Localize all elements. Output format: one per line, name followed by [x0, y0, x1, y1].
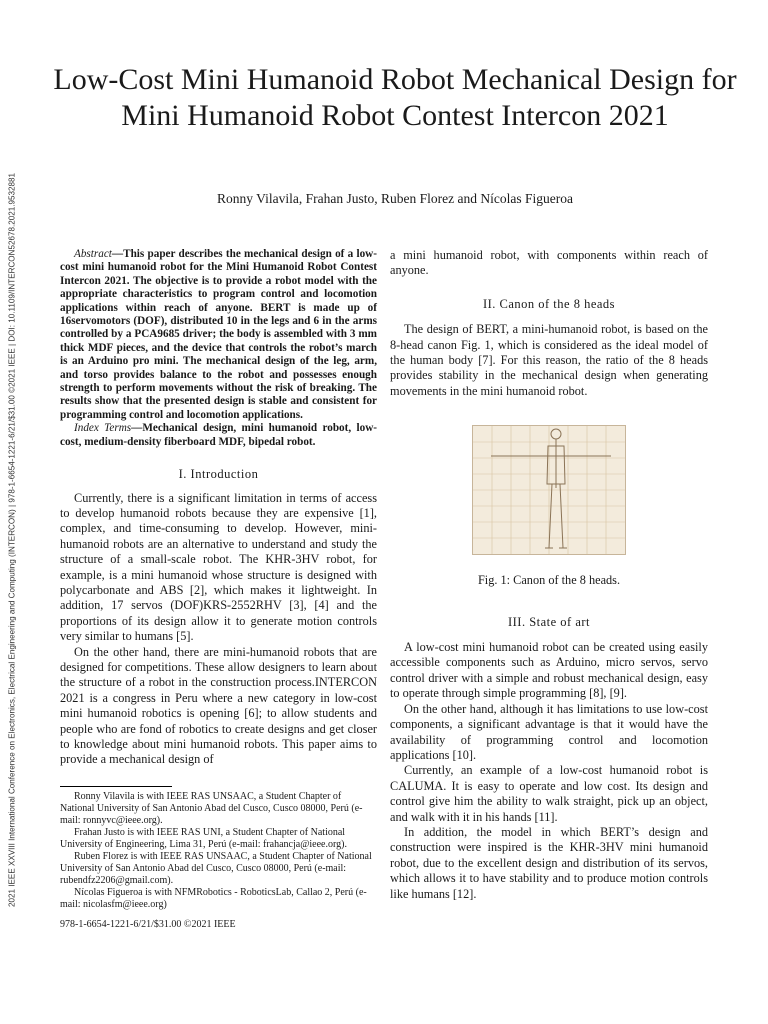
abstract: [60, 248, 377, 449]
footnote-1: Ronny Vilavila is with IEEE RAS UNSAAC, a Student Chapter of National University of San Antonio Abad del Cusco, Cusco 08000, Perú (e-mail: ronnyvc@ieee.org).: [60, 790, 363, 826]
footnotes: [60, 791, 377, 911]
vitruvian-figure-icon: [473, 426, 625, 554]
index-terms-text: —Mechanical design, mini humanoid robot, low-cost, medium-density fiberboard MDF, bipedal robot.: [60, 422, 377, 448]
abstract-text: —This paper describes the mechanical design of a low-cost mini humanoid robot for the Mini Humanoid Robot Contest Intercon 2021. The objective is to provide a robot model with the appropriate characteristics to program control and locomotion applications within reach of anyone. BERT is made up of 16servomotors (DOF), distributed 10 in the legs and 6 in the arms controlled by a PCA9685 driver; the body is assembled with 3 mm thick MDF pieces, and the device that controls the robot’s march is an Arduino pro mini. The mechanical design of the leg, arm, and torso provides balance to the robot and possesses enough strength to perform movements without the risk of breaking. The results show that the presented design is stable and consistent for programming control and locomotion applications.: [60, 248, 377, 421]
copyright-line: 978-1-6654-1221-6/21/$31.00 ©2021 IEEE: [60, 918, 236, 930]
intro-paragraph-1: Currently, there is a significant limitation in terms of access to develop humanoid robots because they are expensive [1], complex, and time-consuming to develop. However, mini-humanoid robots are an alternative to understand and study the structure of a small-scale robot. The KHR-3HV robot, for example, is a mini humanoid whose structure is designed with polycarbonate and ABS [2], which makes it lightweight. In addition, 17 servos (DOF)KRS-2552RHV [3], [4] and the proportions of its design allow it to generate motion controls very similar to humans [5].: [60, 490, 377, 644]
footnote-4: Nícolas Figueroa is with NFMRobotics - RoboticsLab, Callao 2, Perú (e-mail: nicolasfm@ieee.org): [60, 886, 367, 910]
state-paragraph-4: In addition, the model in which BERT’s design and construction were inspired is the KHR-3HV mini humanoid robot, due to the excellent design and distribution of its servos, which allows it to have stability and to produce motion controls like humans [12].: [390, 824, 708, 901]
canon-figure-image: [472, 425, 626, 555]
footnote-2: Frahan Justo is with IEEE RAS UNI, a Student Chapter of National University of Engineering, Lima 31, Perú (e-mail: frahancja@ieee.org).: [60, 826, 347, 850]
doi-sidebar: [4, 100, 20, 980]
canon-paragraph-1: The design of BERT, a mini-humanoid robot, is based on the 8-head canon Fig. 1, which is considered as the ideal model of the human body [7]. For this reason, the ratio of the 8 heads provides stability in the mechanical design when generating movements in the mini humanoid robot.: [390, 322, 708, 398]
state-paragraph-1: A low-cost mini humanoid robot can be created using easily accessible components such as Arduino, micro servos, servo control driver with a simple and robust mechanical design, easy to operate through simple programming [8], [9].: [390, 640, 708, 701]
index-terms-lead: Index Terms: [74, 422, 132, 435]
authors-line: Ronny Vilavila, Frahan Justo, Ruben Florez and Nícolas Figueroa: [217, 191, 573, 206]
intro-paragraph-2: On the other hand, there are mini-humanoid robots that are designed for competitions. These allow designers to learn about the structure of a robot in the construction process.INTERCON 2021 is a congress in Peru where a new category in low-cost mini humanoid robotics is opening [6]; to allow students and people who are fond of robotics to create designs and get closer to knowledge about mini humanoid robots. This paper aims to provide a mechanical design of: [60, 644, 377, 767]
paper-title: Low-Cost Mini Humanoid Robot Mechanical Design for Mini Humanoid Robot Contest Intercon 2021: [53, 63, 737, 132]
state-paragraph-3: Currently, an example of a low-cost humanoid robot is CALUMA. It is easy to operate and low cost. Its design and control give him the ability to walk straight, pick up an object, and walk with it in his hands [11].: [390, 763, 708, 824]
section-heading-introduction: I. Introduction: [178, 467, 259, 482]
abstract-lead: Abstract: [74, 248, 112, 260]
right-column: [390, 248, 708, 902]
state-paragraph-2: On the other hand, although it has limitations to use low-cost components, a significant advantage is that it would have the availability of programming control and locomotion applications [10].: [390, 701, 708, 762]
doi-sidebar-text: 2021 IEEE XXVIII International Conference on Electronics, Electrical Engineering and Computing (INTERCON) | 978-1-6654-1221-6/21/$31.00 ©2021 IEEE | DOI: 10.1109/INTERCON52678.2021.9532881: [7, 173, 17, 907]
footnote-rule: [60, 786, 172, 787]
intro-paragraph-2-continued: a mini humanoid robot, with components within reach of anyone.: [390, 248, 708, 278]
section-heading-state-of-art: III. State of art: [507, 614, 591, 629]
figure-caption: Fig. 1: Canon of the 8 heads.: [477, 573, 621, 588]
section-heading-canon: II. Canon of the 8 heads: [482, 296, 616, 311]
left-column: [60, 248, 377, 931]
figure-1: [390, 425, 708, 588]
footnote-3: Ruben Florez is with IEEE RAS UNSAAC, a Student Chapter of National University of San Antonio Abad del Cusco, Cusco 08000, Perú (e-mail: rubendfz2206@gmail.com).: [60, 850, 372, 886]
